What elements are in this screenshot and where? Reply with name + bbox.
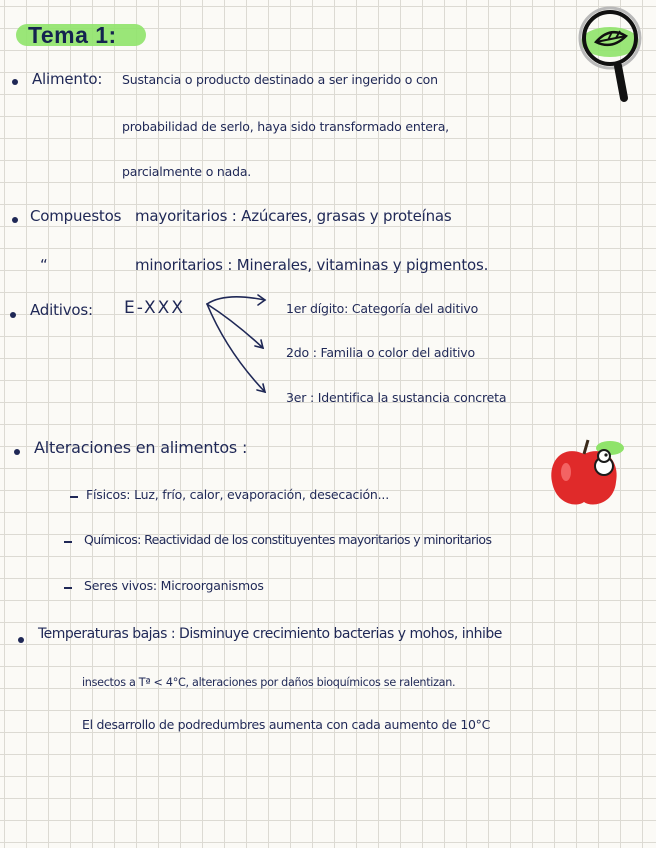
alteraciones-quimicos: Químicos: Reactividad de los constituyentes mayoritarios y minoritarios: [84, 532, 492, 547]
dash: [70, 496, 78, 498]
dash: [64, 541, 72, 543]
bullet: [14, 449, 20, 455]
ditto-mark: “: [40, 256, 48, 274]
branch-arrows: [205, 282, 285, 402]
bullet: [10, 312, 16, 318]
digit-1: 1er dígito: Categoría del aditivo: [286, 301, 479, 316]
compuestos-mayoritarios: mayoritarios : Azúcares, grasas y proteínas: [135, 207, 452, 225]
compuestos-term: Compuestos: [30, 207, 122, 225]
alimento-line-2: probabilidad de serlo, haya sido transformado entera,: [122, 119, 449, 134]
compuestos-minoritarios: minoritarios : Minerales, vitaminas y pigmentos.: [135, 256, 489, 274]
bullet: [12, 79, 18, 85]
title-block: [16, 20, 117, 50]
temperaturas-line-3: El desarrollo de podredumbres aumenta con cada aumento de 10°C: [82, 717, 491, 732]
alteraciones-seres-vivos: Seres vivos: Microorganismos: [84, 578, 264, 593]
aditivo-code: E-XXX: [124, 298, 185, 318]
magnifier-leaf-icon: [566, 6, 646, 110]
apple-worm-icon: [544, 432, 628, 516]
alteraciones-heading: Alteraciones en alimentos :: [34, 438, 248, 457]
digit-2: 2do : Familia o color del aditivo: [286, 345, 475, 360]
alimento-term: Alimento:: [32, 70, 103, 88]
alimento-line-1: Sustancia o producto destinado a ser ingerido o con: [122, 72, 438, 87]
temperaturas-line-2: insectos a Tª < 4°C, alteraciones por daños bioquímicos se ralentizan.: [82, 676, 456, 689]
bullet: [12, 217, 18, 223]
alteraciones-fisicos: Físicos: Luz, frío, calor, evaporación, desecación...: [86, 487, 389, 502]
aditivos-term: Aditivos:: [30, 301, 93, 319]
temperaturas-line-1: Temperaturas bajas : Disminuye crecimiento bacterias y mohos, inhibe: [38, 626, 502, 642]
digit-3: 3er : Identifica la sustancia concreta: [286, 390, 507, 405]
bullet: [18, 637, 24, 643]
dash: [64, 587, 72, 589]
page-title: Tema 1:: [28, 22, 117, 48]
alimento-line-3: parcialmente o nada.: [122, 164, 252, 179]
